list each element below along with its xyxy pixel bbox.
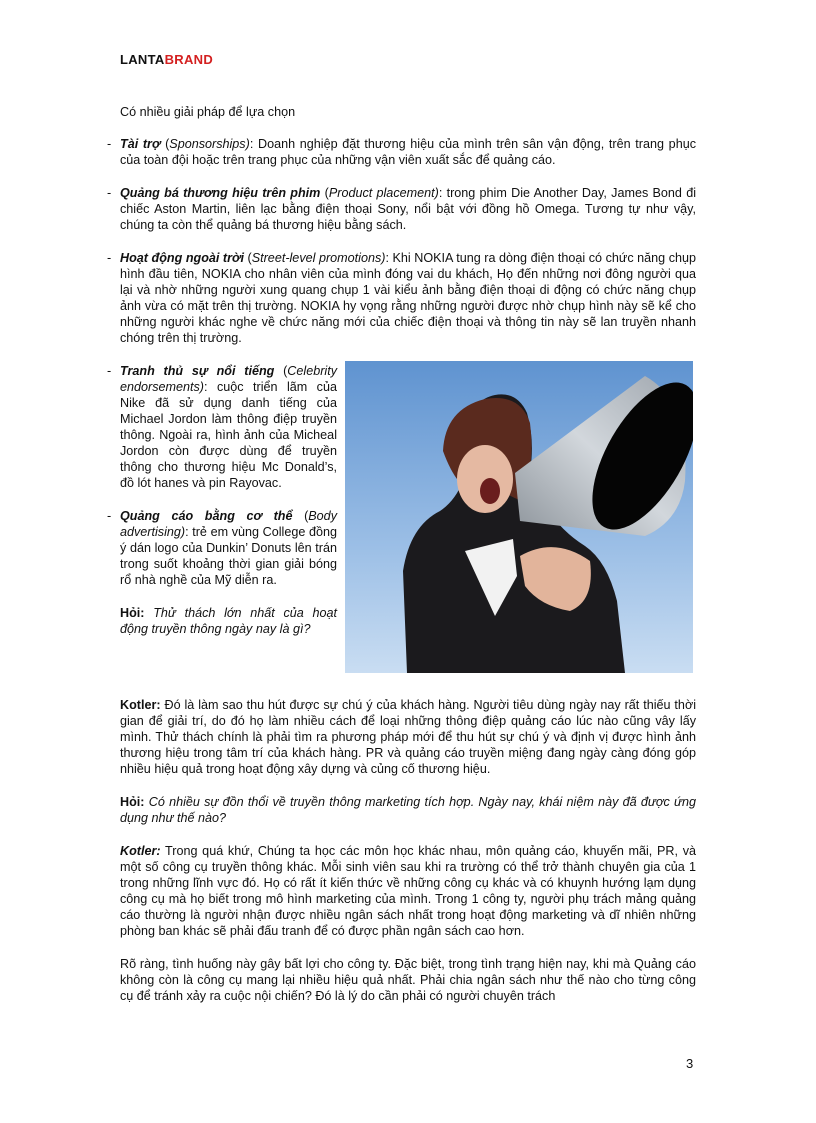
list-item-sponsorship (107, 136, 696, 168)
item-paren: ( (274, 364, 288, 378)
list-item-street-level (107, 250, 697, 346)
page-number: 3 (686, 1056, 694, 1071)
question-label: Hỏi: (120, 606, 145, 620)
question-text: Có nhiều sự đồn thổi về truyền thông marketing tích hợp. Ngày nay, khái niệm này đã được ứng dụng như thế nào? (120, 795, 696, 825)
list-dash: - (107, 137, 112, 151)
item-english: Sponsorships) (169, 137, 250, 151)
question-text: Thử thách lớn nhất của hoạt động truyền thông ngày nay là gì? (120, 606, 337, 636)
brand-part1: LANTA (120, 52, 165, 67)
answer-1 (120, 697, 696, 777)
item-english: Body advertising) (120, 509, 337, 539)
item-term: Hoạt động ngoài trời (120, 251, 244, 265)
list-dash: - (107, 364, 112, 378)
item-english: Celebrity endorsements) (120, 364, 337, 394)
list-item-celebrity (107, 363, 337, 491)
list-dash: - (107, 186, 112, 200)
question-label: Hỏi: (120, 795, 145, 809)
answer-text: Đó là làm sao thu hút được sự chú ý của khách hàng. Người tiêu dùng ngày nay rất thiếu thời gian để giải trí, do đó họ làm nhiều cách để loại những thông điệp quảng cáo lúc nào cũng vây lấy mình. Thử thách chính là phải tìm ra phương pháp mới để thu hút sự chú ý và định vị được hình ảnh thương hiệu trong tâm trí của khách hàng. PR và quảng cáo truyền miệng đang ngày càng đóng góp nhiều hiệu quả trong hoạt động xây dựng và củng cố thương hiệu. (120, 698, 696, 776)
answer-2 (120, 843, 696, 939)
list-dash: - (107, 509, 112, 523)
item-term: Quảng cáo bằng cơ thể (120, 509, 293, 523)
image-section (107, 363, 696, 697)
answer-text: Trong quá khứ, Chúng ta học các môn học khác nhau, môn quảng cáo, khuyến mãi, PR, và một số công cụ truyền thông khác. Mỗi sinh viên sau khi ra trường có thể trở thành chuyên gia của 1 trong những lĩnh vực đó. Họ có rất ít kiến thức về những công cụ khác và có khuynh hướng lạm dụng công cụ mà họ biết trong mô hình marketing của mình. Trong 1 công ty, người phụ trách mảng quảng cáo thường là người nhận được nhiều ngân sách nhất trong hoạt động marketing và dĩ nhiên những phòng ban khác sẽ phải đấu tranh để có được phần ngân sách cao hơn. (120, 844, 696, 938)
document-body (107, 104, 697, 1021)
item-term: Tranh thủ sự nổi tiếng (120, 364, 275, 378)
item-paren: ( (320, 186, 329, 200)
brand-part2: BRAND (164, 52, 214, 67)
list-item-product-placement (107, 185, 696, 233)
question-1 (120, 605, 337, 637)
item-english: Street-level promotions) (251, 251, 386, 265)
list-dash: - (107, 251, 112, 265)
item-paren: ( (160, 137, 170, 151)
item-paren: ( (292, 509, 309, 523)
item-term: Quảng bá thương hiệu trên phim (120, 186, 321, 200)
item-text: : trẻ em vùng College đồng ý dán logo của Dunkin’ Donuts lên trán trong suốt khoảng thời gian giải bóng rổ nhà nghề của Mỹ diễn ra. (120, 525, 337, 587)
answer-label: Kotler: (120, 698, 161, 712)
brand-logo (120, 52, 213, 68)
question-2 (120, 794, 696, 826)
item-english: Product placement) (328, 186, 439, 200)
item-text: : Khi NOKIA tung ra dòng điện thoại có chức năng chụp hình đầu tiên, NOKIA cho nhân viên của mình đóng vai du khách, Họ đến những nơi đông người qua lại và nhờ những người xung quang chụp 1 vài kiểu ảnh bằng điện thoại di động có chức năng chụp ảnh vừa có mặt trên thị trường. NOKIA hy vọng rằng những người được nhờ chụp hình này sẽ kể cho những người khác nghe về chức năng mới của chiếc điện thoại và thông tin này sẽ lan truyền nhanh chóng trên thị trường. (120, 251, 697, 345)
item-text: : cuộc triển lãm của Nike đã sử dụng danh tiếng của Michael Jordon làm thông điệp truyền thông. Ngoài ra, hình ảnh của Micheal Jordon còn được dùng để truyền thông cho thương hiệu Mc Donald’s, đồ lót hanes và pin Rayovac. (120, 380, 337, 490)
item-paren: ( (243, 251, 252, 265)
intro-text: Có nhiều giải pháp để lựa chọn (120, 105, 296, 119)
item-term: Tài trợ (120, 137, 161, 151)
answer-label: Kotler: (120, 844, 161, 858)
megaphone-woman-photo (345, 361, 693, 673)
item-text: : trong phim Die Another Day, James Bond đi chiếc Aston Martin, liên lạc bằng điện thoại Sony, nổi bật với đồng hồ Omega. Tương tự như vậy, chúng ta còn thể quảng bá thương hiệu bằng sách. (120, 186, 696, 232)
left-column (107, 363, 337, 637)
list-item-body-advertising (107, 508, 337, 588)
paragraph-3: Rõ ràng, tình huống này gây bất lợi cho công ty. Đặc biệt, trong tình trạng hiện nay, khi mà Quảng cáo không còn là công cụ mang lại nhiều hiệu quả nhất. Phải chia ngân sách như thế nào cho từng công cụ để tránh xảy ra cuộc nội chiến? Đó là lý do cần phải có người chuyên trách (120, 957, 696, 1003)
item-text: : Doanh nghiệp đặt thương hiệu của mình trên sân vận động, trên trang phục của toàn đội hoặc trên trang phục của những vận viên xuất sắc để quảng cáo. (120, 137, 696, 167)
open-mouth (480, 478, 500, 504)
face (457, 445, 513, 513)
